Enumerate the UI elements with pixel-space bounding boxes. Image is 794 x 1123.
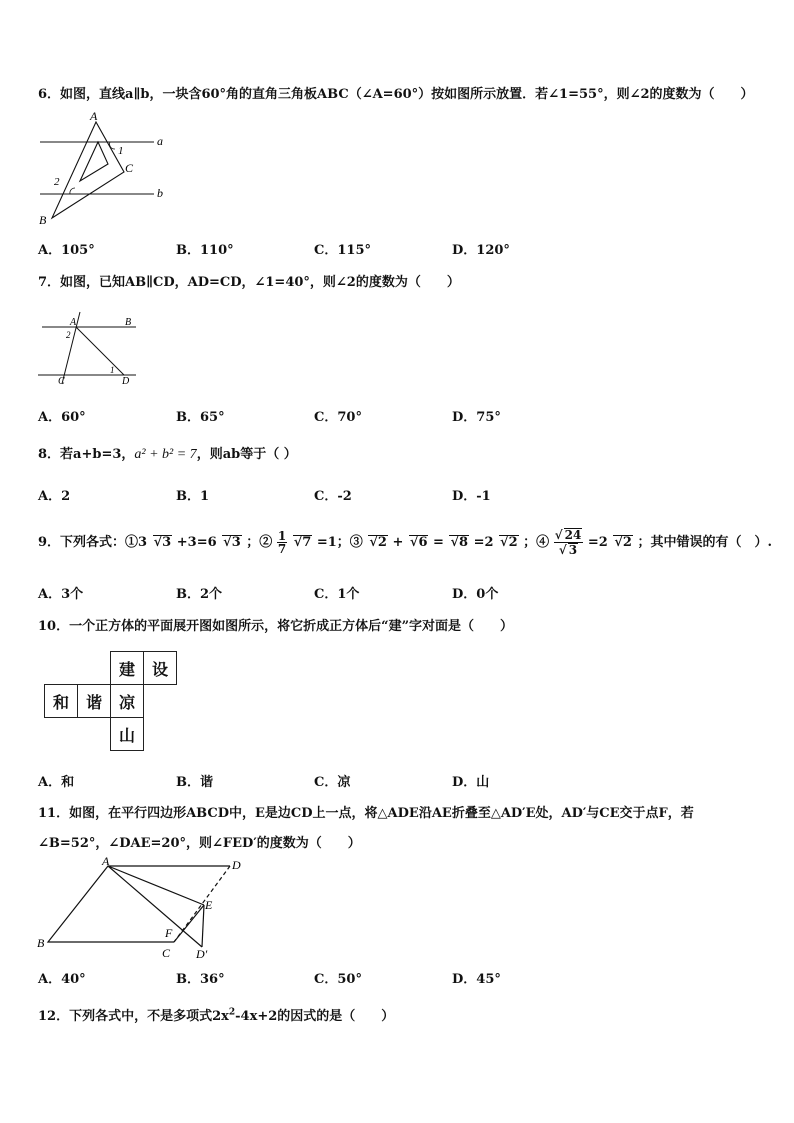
- q7-label-B: B: [125, 317, 132, 328]
- q9-part-4: =1；③: [316, 535, 363, 551]
- q11-option-d: D．45°: [452, 972, 501, 987]
- q11-text-line1: 11．如图，在平行四边形ABCD中，E是边CD上一点，将△ADE沿AE折叠至△AD′E处，AD′与CE交于点F，若: [38, 806, 694, 821]
- q12-text: [38, 1005, 394, 1024]
- q12-text-post: -4x+2的因式的是（ ）: [235, 1009, 395, 1024]
- q11-figure: [36, 855, 246, 961]
- q9-part-6: =: [433, 535, 449, 551]
- net-cell-jian: 建: [110, 651, 144, 685]
- q9-part-3: ；②: [246, 535, 273, 551]
- net-cell-xie: 谐: [77, 684, 111, 718]
- q8-option-b: B．1: [176, 489, 210, 504]
- q6-label-B: B: [39, 213, 47, 227]
- q8-option-c: C．-2: [314, 489, 352, 504]
- q7-label-D: D: [122, 376, 130, 387]
- q11-label-C: C: [162, 946, 171, 960]
- q11-label-D: D: [232, 858, 241, 872]
- q8-stem: [38, 443, 297, 463]
- q11-label-A: A: [102, 855, 110, 868]
- q9-option-a: A．3个: [38, 587, 84, 602]
- q6-label-b: b: [157, 186, 163, 200]
- q10-option-a: A．和: [38, 775, 75, 790]
- q9-part-2: +3=6: [176, 535, 217, 551]
- q11-option-a: A．40°: [38, 972, 86, 987]
- q6-angle-2: 2: [54, 176, 60, 188]
- q11-label-Dprime: D′: [196, 947, 208, 961]
- q8-option-d: D．-1: [452, 489, 491, 504]
- q10-option-b: B．谐: [176, 775, 213, 790]
- net-cell-liang: 凉: [110, 684, 144, 718]
- q9-part-10: ；其中错误的有（ ）.: [637, 535, 772, 551]
- q9-sqrt-1: √3: [153, 535, 172, 551]
- q11-text-line2: ∠B=52°，∠DAE=20°，则∠FED′的度数为（ ）: [38, 836, 361, 851]
- q9-sqrt-6: √8: [450, 535, 469, 551]
- q9-option-d: D．0个: [452, 587, 499, 602]
- q6-text: 6．如图，直线a∥b，一块含60°角的直角三角板ABC（∠A=60°）按如图所示放置．若∠1=55°，则∠2的度数为（ ）: [38, 87, 754, 102]
- q9-part-1: 9．下列各式：①3: [38, 535, 148, 551]
- q11-option-b: B．36°: [176, 972, 225, 987]
- q12-superscript: 2: [228, 1007, 236, 1018]
- q12-text-pre: 12．下列各式中，不是多项式2x: [38, 1009, 229, 1024]
- q9-part-9: =2: [587, 535, 608, 551]
- q6-label-A: A: [90, 109, 98, 123]
- q9-option-b: B．2个: [176, 587, 223, 602]
- q6-option-d: D．120°: [452, 243, 510, 258]
- q7-angle-2: 2: [66, 330, 71, 340]
- q9-sqrt-8: √2: [614, 535, 632, 551]
- q7-label-C: C: [58, 376, 65, 387]
- q7-option-a: A．60°: [38, 410, 86, 425]
- net-cell-shan: 山: [110, 717, 144, 751]
- q8-post: ，则ab等于（ ）: [196, 447, 297, 462]
- q11-option-c: C．50°: [314, 972, 362, 987]
- q9-fraction-1-7: $\frac{1}{7}$: [277, 528, 287, 557]
- q7-figure: [36, 310, 146, 390]
- q9-stem: [38, 528, 772, 558]
- q9-option-c: C．1个: [314, 587, 360, 602]
- q9-fraction-sqrt24-sqrt3: $\frac{√ 24}{√ 3}$: [554, 528, 582, 558]
- q9-part-7: =2: [473, 535, 494, 551]
- q9-sqrt-3: √7: [293, 535, 312, 551]
- q8-formula: a² + b² = 7: [134, 447, 197, 462]
- q10-text: 10．一个正方体的平面展开图如图所示，将它折成正方体后“建”字对面是（ ）: [38, 619, 514, 634]
- q7-option-b: B．65°: [176, 410, 225, 425]
- net-cell-he: 和: [44, 684, 78, 718]
- q11-label-E: E: [205, 898, 213, 912]
- net-cell-she: 设: [143, 651, 177, 685]
- q10-option-c: C．凉: [314, 775, 351, 790]
- q6-label-a: a: [157, 134, 163, 148]
- q7-label-A: A: [70, 317, 77, 328]
- q7-option-d: D．75°: [452, 410, 501, 425]
- q7-option-c: C．70°: [314, 410, 362, 425]
- q10-option-d: D．山: [452, 775, 490, 790]
- q9-part-5: +: [392, 535, 408, 551]
- q7-text: 7．如图，已知AB∥CD，AD=CD，∠1=40°，则∠2的度数为（ ）: [38, 275, 460, 290]
- q6-figure: [36, 108, 171, 230]
- q9-sqrt-5: √6: [409, 535, 428, 551]
- q9-part-8: ；④: [523, 535, 550, 551]
- q6-option-b: B．110°: [176, 243, 234, 258]
- q11-label-B: B: [37, 936, 45, 950]
- q6-label-C: C: [125, 161, 134, 175]
- q9-sqrt-2: √3: [223, 535, 241, 551]
- q9-sqrt-7: √2: [500, 535, 518, 551]
- q8-option-a: A．2: [38, 489, 71, 504]
- q8-pre: 8．若a+b=3，: [38, 447, 135, 462]
- q6-option-a: A．105°: [38, 243, 95, 258]
- q9-sqrt-4: √2: [369, 535, 387, 551]
- q7-angle-1: 1: [110, 365, 115, 375]
- q11-label-F: F: [165, 926, 173, 940]
- q6-option-c: C．115°: [314, 243, 371, 258]
- q6-angle-1: 1: [118, 145, 124, 157]
